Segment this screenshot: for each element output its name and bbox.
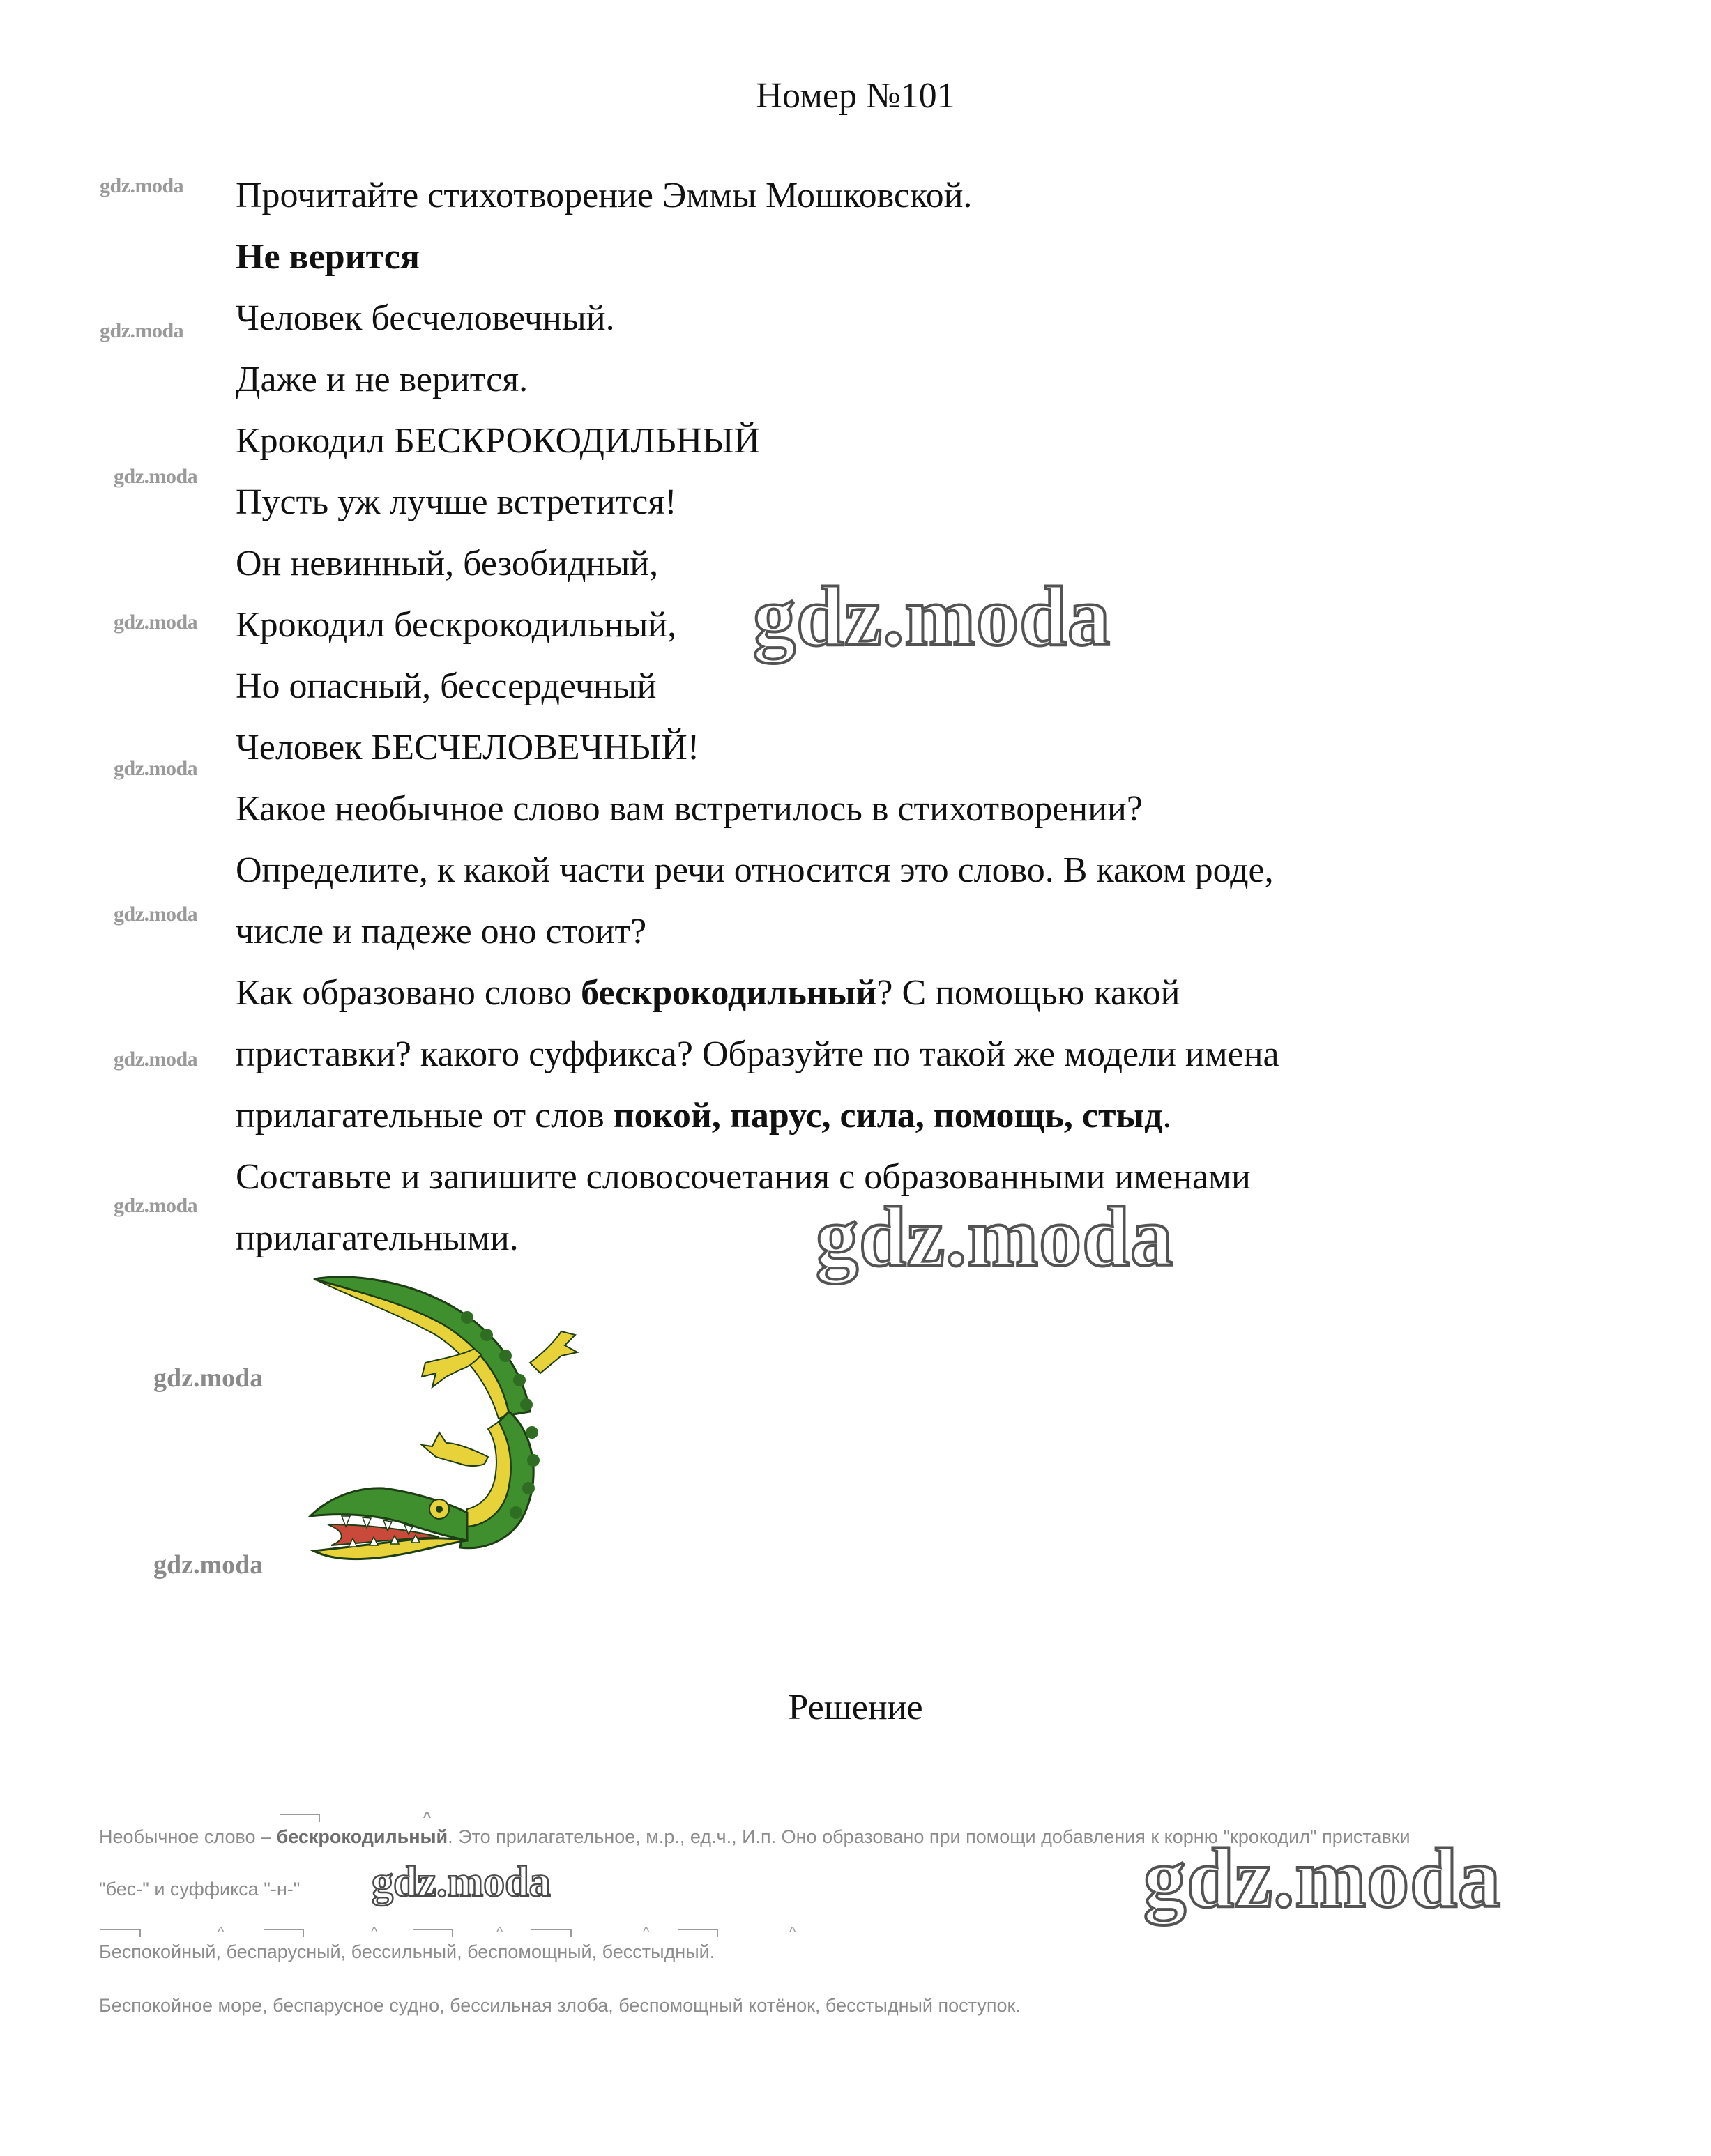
watermark: gdz.moda (114, 1194, 198, 1217)
poem-line: Даже и не верится. (236, 360, 528, 399)
poem-line: Человек бесчеловечный. (236, 298, 615, 338)
watermark: gdz.moda (100, 319, 184, 342)
watermark: gdz.moda (114, 465, 198, 488)
solution-text: . Это прилагательное, м.р., ед.ч., И.п. Оно образовано при помощи добавления к корню "крокодил" приставки (448, 1826, 1410, 1847)
watermark: gdz.moda (153, 1363, 264, 1393)
prefix-mark (531, 1929, 572, 1937)
question-3-text: прилагательные от слов (236, 1096, 614, 1136)
suffix-mark: ^ (218, 1925, 225, 1940)
question-4-cont: прилагательными. (236, 1218, 519, 1258)
question-4: Составьте и запишите словосочетания с образованными именами (236, 1157, 1251, 1197)
crocodile-icon (300, 1265, 593, 1614)
solution-line: "бес-" и суффикса "-н-" (99, 1879, 301, 1899)
solution-line: Беспокойное море, беспарусное судно, бессильная злоба, беспомощный котёнок, бесстыдный поступок. (99, 1995, 1021, 2016)
watermark: gdz.moda (114, 1048, 198, 1071)
suffix-mark: ^ (423, 1810, 432, 1825)
solution-text: Беспокойный, беспарусный, бессильный, беспомощный, бесстыдный. (99, 1941, 715, 1962)
question-3-cont: приставки? какого суффикса? Образуйте по такой же модели имена (236, 1034, 1279, 1074)
poem-line: Крокодил бескрокодильный, (236, 605, 677, 645)
page-title: Номер №101 (756, 76, 955, 116)
watermark: gdz.moda (100, 174, 184, 197)
question-3-text: ? С помощью какой (876, 973, 1180, 1013)
question-1: Какое необычное слово вам встретилось в стихотворении? (236, 789, 1143, 829)
crocodile-illustration (300, 1265, 593, 1614)
suffix-mark: ^ (496, 1925, 503, 1940)
solution-line (99, 1925, 796, 1963)
poem-title: Не верится (236, 237, 420, 277)
solution-word-text: бескрокодильный (276, 1826, 448, 1847)
watermark: gdz.moda (114, 903, 198, 926)
suffix-mark: ^ (643, 1925, 650, 1940)
question-2-cont: числе и падеже оно стоит? (236, 912, 647, 951)
solution-text: Необычное слово – (99, 1826, 277, 1847)
question-3-text: Как образовано слово (236, 973, 581, 1013)
question-3-word-list: покой, парус, сила, помощь, стыд (613, 1096, 1163, 1136)
watermark: gdz.moda (372, 1858, 551, 1906)
question-3 (236, 972, 1180, 1015)
prefix-mark (280, 1814, 320, 1822)
solution-heading: Решение (788, 1688, 923, 1727)
question-2: Определите, к какой части речи относится это слово. В каком роде, (236, 850, 1274, 890)
watermark-large: gdz.moda (753, 569, 1111, 664)
suffix-mark: ^ (789, 1925, 796, 1940)
question-3-words (236, 1094, 1171, 1138)
poem-line: Крокодил БЕСКРОКОДИЛЬНЫЙ (236, 421, 761, 461)
poem-line: Человек БЕСЧЕЛОВЕЧНЫЙ! (236, 728, 700, 767)
watermark: gdz.moda (114, 757, 198, 780)
poem-line: Он невинный, безобидный, (236, 544, 659, 583)
watermark-large: gdz.moda (816, 1190, 1173, 1284)
prefix-mark (264, 1929, 304, 1937)
question-3-text: . (1162, 1096, 1172, 1136)
suffix-mark: ^ (371, 1925, 378, 1940)
watermark: gdz.moda (114, 611, 198, 634)
poem-line: Пусть уж лучше встретится! (236, 482, 677, 522)
question-3-word: бескрокодильный (581, 973, 877, 1013)
poem-line: Но опасный, бессердечный (236, 666, 657, 706)
prefix-mark (100, 1929, 141, 1937)
prefix-mark (678, 1929, 718, 1937)
task-intro: Прочитайте стихотворение Эммы Мошковской. (236, 176, 973, 215)
solution-word-marks (99, 1925, 796, 1962)
watermark-large: gdz.moda (1143, 1831, 1501, 1925)
prefix-mark (413, 1929, 453, 1937)
watermark: gdz.moda (153, 1550, 264, 1580)
solution-word (276, 1810, 448, 1847)
